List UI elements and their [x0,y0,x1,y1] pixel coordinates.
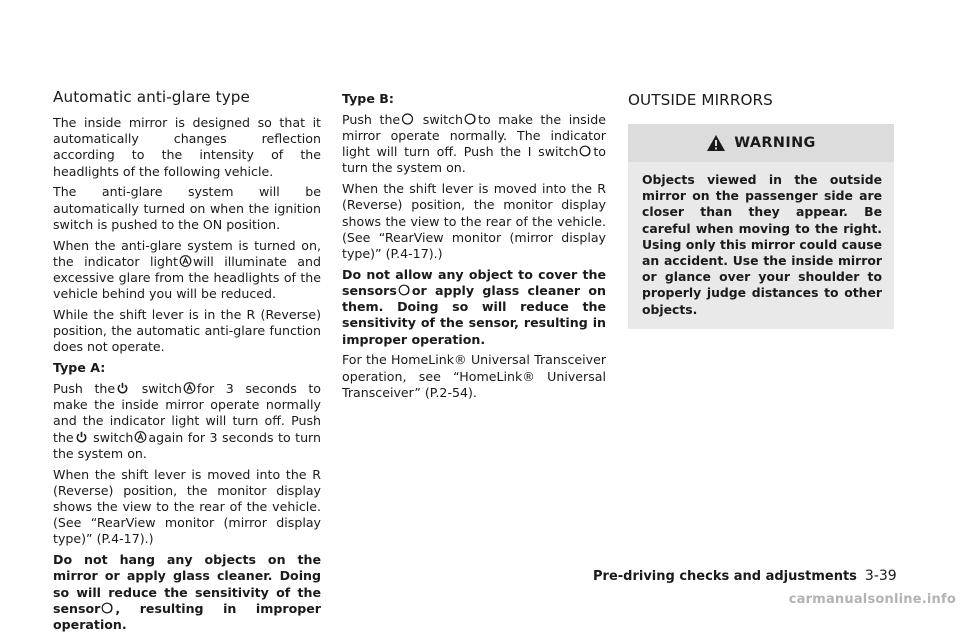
text-fragment: Push the [342,111,401,127]
sensor-icon [398,284,411,296]
text-fragment: When the anti-glare system is turned on, the indicator light [53,237,321,269]
text-fragment: Do not allow any object to cover the sensors [342,266,606,299]
section-heading-anti-glare: Automatic anti-glare type [53,88,250,106]
sensor-icon [464,113,477,125]
text-fragment: , resulting in improper operation. [53,600,321,633]
paragraph: When the shift lever is moved into the R (Reverse) position, the monitor display shows the view to the rear of the vehicle. (See “RearView monitor (mirror display type)” (P.4-17).) [342,181,606,262]
text-fragment: switch [422,111,463,127]
text-fragment: will illuminate and excessive glare from the headlights of the vehicle behind you will be reduced. [53,253,321,302]
left-column [53,88,321,638]
warning-triangle-icon [706,134,726,152]
auto-indicator-icon [183,382,196,394]
paragraph: The inside mirror is designed so that it automatically changes reflection according to the intensity of the headlights of the following vehicle. [53,115,321,179]
subheading-type-a: Type A: [53,360,106,376]
section-heading-outside-mirrors: OUTSIDE MIRRORS [628,91,773,109]
power-icon [75,431,88,443]
caution-paragraph [53,552,321,633]
subheading-type-b: Type B: [342,91,394,106]
sensor-icon [579,145,592,157]
paragraph [53,238,321,303]
text-fragment: for 3 seconds to make the inside mirror operate normally and the indicator light will turn off. Push the [53,381,321,445]
sensor-icon [101,602,114,614]
paragraph: For the HomeLink® Universal Transceiver operation, see “HomeLink® Universal Transceiver” (P.2-54). [342,352,606,400]
middle-column [342,91,606,406]
text-fragment: Do not hang any objects on the mirror or apply glass cleaner. Doing so will reduce the sensitivity of the sensor [53,552,321,616]
paragraph [53,381,321,462]
auto-indicator-icon [179,255,192,267]
page-number: 3-39 [864,568,897,584]
warning-text: Objects viewed in the outside mirror on the passenger side are closer than they appear. Be careful when moving to the right. Using only this mirror could cause an accident. Use the inside mirror or glance over your shoulder to properly judge distances to other objects. [628,162,894,329]
paragraph: While the shift lever is in the R (Reverse) position, the automatic anti-glare function does not operate. [53,307,321,355]
paragraph: The anti-glare system will be automatically turned on when the ignition switch is pushed to the ON position. [53,184,321,232]
text-fragment: Push the [53,381,116,397]
auto-indicator-icon [134,431,147,443]
warning-box [628,124,894,329]
text-fragment: to turn the system on. [342,144,606,176]
text-fragment: again for 3 seconds to turn the system on. [53,429,321,461]
power-icon [116,382,129,394]
paragraph: When the shift lever is moved into the R (Reverse) position, the monitor display shows the view to the rear of the vehicle. (See “RearView monitor (mirror display type)” (P.4-17).) [53,466,321,547]
text-fragment: or apply glass cleaner on them. Doing so will reduce the sensitivity of the sensor, resulting in improper operation. [342,283,606,347]
watermark-text: carmanualsonline.info [788,592,956,607]
right-column [628,91,894,329]
circle-switch-icon [401,113,414,125]
warning-header [628,124,894,162]
caution-paragraph [342,267,606,348]
warning-title: WARNING [734,134,816,151]
footer-section-title: Pre-driving checks and adjustments [593,569,857,584]
text-fragment: to make the inside mirror operate normally. The indicator light will turn off. Push the I switch [342,111,606,160]
text-fragment: switch [93,429,134,445]
page-footer [593,568,903,584]
text-fragment: switch [141,381,182,397]
paragraph [342,112,606,177]
